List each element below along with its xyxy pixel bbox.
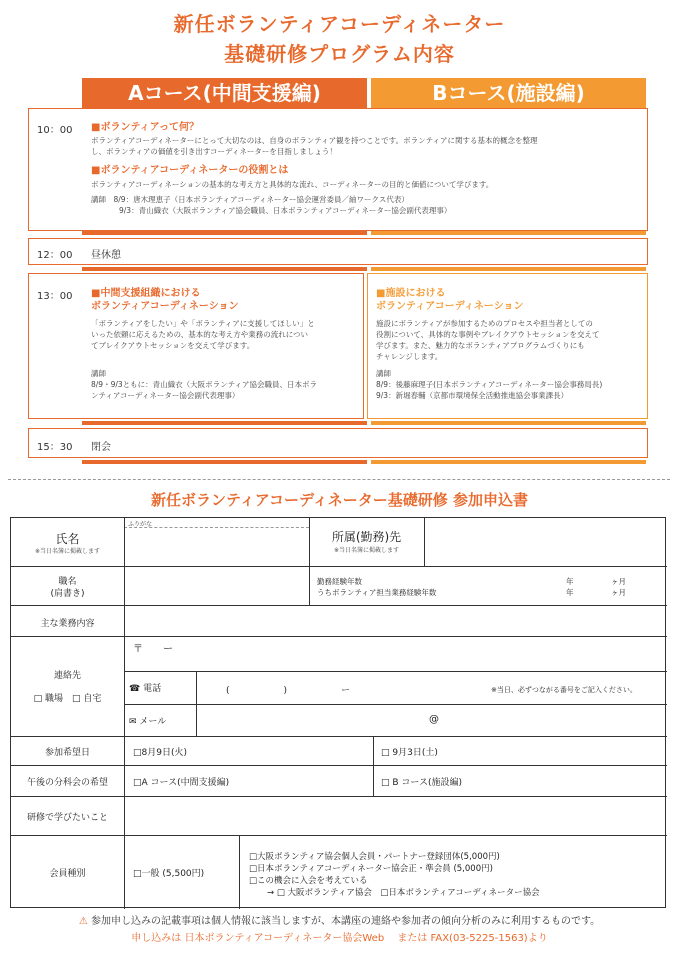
date-option-1[interactable]: □8月9日(火) (133, 748, 187, 758)
course-b-bar-2 (371, 267, 646, 271)
session-1-lecturer-2: 9/3：青山織衣（大阪ボランティア協会職員、日本ボランティアコーディネーター協会副代表理事） (119, 206, 452, 215)
session-2-a (28, 273, 364, 419)
session-2-a-lecturer-1: 8/9・9/3ともに：青山織衣（大阪ボランティア協会職員、日本ボラ (91, 380, 318, 389)
session-2-b-text-1: 施設にボランティアが参加するためのプロセスや担当者としての (376, 319, 593, 328)
course-b-bar-4 (371, 460, 646, 464)
month-unit-1: ヶ月 (611, 577, 626, 586)
privacy-note-text: 参加申し込みの記載事項は個人情報に該当しますが、本講座の連絡や参加者の傾向分析のみに利用するものです。 (90, 916, 601, 927)
member-option-4[interactable]: → □ 大阪ボランティア協会 □日本ボランティアコーディネーター協会 (267, 888, 540, 898)
session-1-text-1a: ボランティアコーディネーターにとって大切なのは、自身のボランティア観を持つことです。ボランティアに関する基本的概念を整理 (91, 136, 538, 145)
split-session-label: 午後の分科会の希望 (26, 778, 108, 788)
session-1-time: 10：00 (37, 125, 73, 136)
apply-note: 申し込みは 日本ボランティアコーディネーター協会Web または FAX(03-5225-1563)より (131, 933, 548, 944)
course-b-bar-3 (371, 421, 646, 425)
date-option-2[interactable]: □ 9月3日(土) (381, 748, 438, 758)
session-2-a-lecturer-2: ンティアコーディネーター協会副代表理事） (91, 391, 240, 400)
split-option-b[interactable]: □ B コース(施設編) (381, 778, 462, 788)
application-form (10, 517, 666, 908)
page-title-line2: 基礎研修プログラム内容 (224, 42, 455, 66)
learn-label: 研修で学びたいこと (26, 813, 108, 823)
affiliation-input[interactable] (425, 519, 665, 565)
mail-icon: ✉ (129, 717, 137, 727)
affiliation-note: ※当日名簿に掲載します (333, 547, 400, 554)
lunch-label: 昼休憩 (91, 250, 121, 261)
session-2-b-text-2: 役割について、具体的な事例やブレイクアウトセッションを交えて (376, 330, 600, 339)
mail-at[interactable]: @ (429, 714, 439, 725)
session-2-b-heading-1: ■施設における (376, 288, 446, 299)
session-2-a-text-3: てブレイクアウトセッションを交えて学びます。 (91, 341, 255, 350)
work-home-checkboxes[interactable]: □ 職場 □ 自宅 (33, 694, 102, 704)
course-a-bar (82, 231, 367, 235)
session-2-b-text-4: チャレンジします。 (376, 352, 443, 361)
name-label: 氏名 (55, 532, 80, 546)
session-2-a-text-1: 「ボランティアをしたい」や「ボランティアに支援してほしい」と (91, 319, 315, 328)
session-2-b-text-3: 学びます。また、魅力的なボランティアプログラムづくりにも (376, 341, 585, 350)
session-2-a-heading-2: ボランティアコーディネーション (91, 301, 239, 312)
privacy-note (0, 912, 679, 927)
furigana-label: ふりがな (128, 521, 153, 528)
session-1-text-2: ボランティアコーディネーションの基本的な考え方と具体的な流れ、コーディネーターの目的と価値について学びます。 (91, 180, 494, 189)
tel-label-wrap (129, 681, 161, 694)
course-a-bar-3 (82, 421, 367, 425)
tel-note: ※当日、必ずつながる番号をご記入ください。 (491, 686, 637, 694)
session-1-heading-1: ■ボランティアって何？ (91, 122, 200, 133)
close-time: 15：30 (37, 442, 73, 453)
duties-label: 主な業務内容 (40, 619, 95, 629)
course-a-header: Aコース(中間支援編) (82, 78, 367, 108)
session-2-b-lecturer-1: 8/9：後藤麻理子(日本ボランティアコーディネーター協会事務局長) (376, 380, 603, 389)
mail-label: メール (139, 717, 167, 727)
session-2-b-lecturer-label: 講師 (376, 369, 391, 378)
mail-label-wrap (129, 714, 166, 727)
member-option-3[interactable]: □この機会に入会を考えている (249, 876, 368, 886)
session-2-a-text-2: いった依頼に応えるための、基本的な考え方や業務の流れについ (91, 330, 309, 339)
post-input[interactable] (125, 567, 308, 604)
course-b-header: Bコース(施設編) (371, 78, 646, 108)
post-sub-label: (肩書き) (50, 589, 85, 599)
session-2-b-heading-2: ボランティアコーディネーション (376, 301, 524, 312)
form-title: 新任ボランティアコーディネーター基礎研修 参加申込書 (150, 491, 529, 509)
zip-label: 〒 ー (133, 644, 173, 655)
year-unit-2: 年 (566, 588, 574, 597)
name-input[interactable] (125, 529, 308, 565)
course-b-bar (371, 231, 646, 235)
phone-icon: ☎ (129, 684, 141, 694)
date-label: 参加希望日 (44, 748, 90, 758)
page-title-line1: 新任ボランティアコーディネーター (173, 12, 506, 36)
contact-label: 連絡先 (53, 671, 81, 681)
close-row (28, 428, 648, 458)
lunch-row (28, 238, 648, 265)
member-option-1[interactable]: □大阪ボランティア協会個人会員・パートナー登録団体(5,000円) (249, 852, 500, 862)
tel-input[interactable]: ( ) ー (226, 686, 351, 696)
tel-label: 電話 (143, 684, 162, 694)
experience-label: 勤務経験年数 (317, 577, 362, 586)
member-option-2[interactable]: □日本ボランティアコーディネーター協会正・準会員 (5,000円) (249, 864, 493, 874)
cut-line (8, 479, 670, 480)
affiliation-label: 所属(勤務)先 (331, 530, 402, 544)
course-a-bar-4 (82, 460, 367, 464)
session-2-time: 13：00 (37, 291, 73, 302)
post-label: 職名 (58, 577, 77, 587)
session-1-text-1b: し、ボランティアの価値を引き出すコーディネーターを目指しましょう！ (91, 147, 337, 156)
session-2-a-lecturer-label: 講師 (91, 369, 106, 378)
month-unit-2: ヶ月 (611, 588, 626, 597)
session-1-lecturer-1: 講師 8/9：唐木理恵子（日本ボランティアコーディネーター協会運営委員／紬ワークス代表） (91, 195, 409, 204)
volunteer-experience-label: うちボランティア担当業務経験年数 (317, 588, 437, 597)
year-unit-1: 年 (566, 577, 574, 586)
name-note: ※当日名簿に掲載します (34, 548, 101, 555)
member-label: 会員種別 (49, 869, 86, 879)
lunch-time: 12：00 (37, 250, 73, 261)
duties-input[interactable] (125, 606, 665, 635)
close-label: 閉会 (91, 442, 111, 453)
warning-icon: ⚠ (78, 916, 88, 927)
session-2-b (367, 273, 648, 419)
course-a-bar-2 (82, 267, 367, 271)
session-1-heading-2: ■ボランティアコーディネーターの役割とは (91, 165, 289, 176)
session-2-a-heading-1: ■中間支援組織における (91, 288, 201, 299)
learn-input[interactable] (125, 797, 665, 834)
member-general-option[interactable]: □一般 (5,500円) (133, 869, 205, 879)
session-1 (28, 108, 648, 231)
session-2-b-lecturer-2: 9/3：新堀春輔（京都市環境保全活動推進協会事業課長） (376, 391, 569, 400)
split-option-a[interactable]: □A コース(中間支援編) (133, 778, 230, 788)
